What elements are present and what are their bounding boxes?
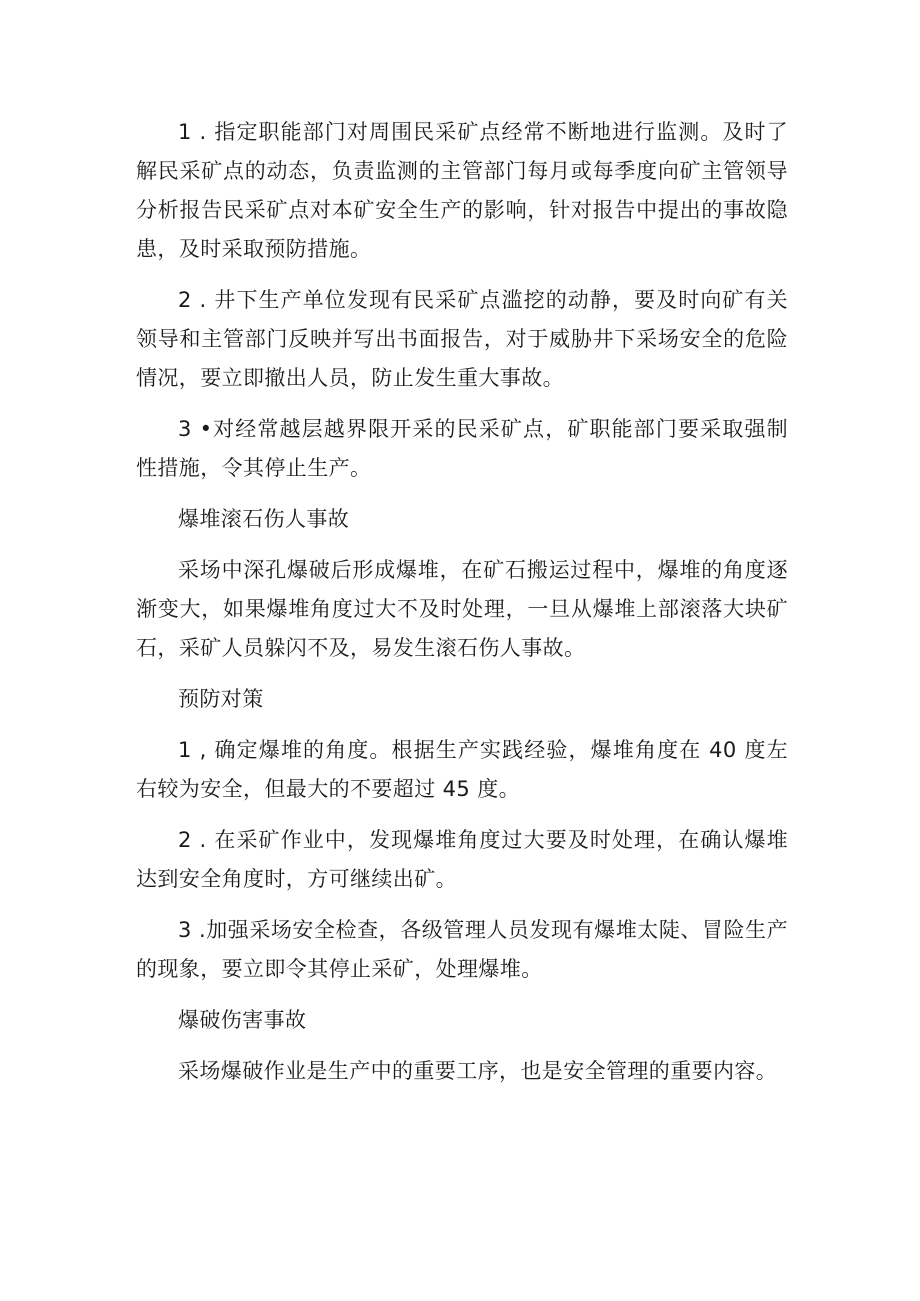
paragraph-report: 2 . 井下生产单位发现有民采矿点滥挖的动静，要及时向矿有关领导和主管部门反映并写出书面报告，对于威胁井下采场安全的危险情况，要立即撤出人员，防止发生重大事故。 [136,288,788,390]
paragraph-enforcement: 3 •对经常越层越界限开采的民采矿点，矿职能部门要采取强制性措施，令其停止生产。 [136,417,788,480]
section-heading-rockfall: 爆堆滚石伤人事故 [178,507,350,531]
paragraph-monitoring: 1 . 指定职能部门对周围民采矿点经常不断地进行监测。及时了解民采矿点的动态，负责监测的主管部门每月或每季度向矿主管领导分析报告民采矿点对本矿安全生产的影响，针对报告中提出的事故隐患，及时采取预防措施。 [136,120,788,261]
document-page [136,113,788,1091]
paragraph-inspection: 3 .加强采场安全检查，各级管理人员发现有爆堆太陡、冒险生产的现象，要立即令其停止采矿，处理爆堆。 [136,918,788,981]
paragraph-blasting: 采场爆破作业是生产中的重要工序，也是安全管理的重要内容。 [178,1059,778,1083]
paragraph-handling: 2 . 在采矿作业中，发现爆堆角度过大要及时处理，在确认爆堆达到安全角度时，方可继续出矿。 [136,828,788,891]
paragraph-angle: 1 , 确定爆堆的角度。根据生产实践经验，爆堆角度在 40 度左右较为安全，但最大的不要超过 45 度。 [136,738,788,801]
paragraph-rockfall-description: 采场中深孔爆破后形成爆堆，在矿石搬运过程中，爆堆的角度逐渐变大，如果爆堆角度过大不及时处理，一旦从爆堆上部滚落大块矿石，采矿人员躲闪不及，易发生滚石伤人事故。 [136,558,788,660]
section-heading-prevention: 预防对策 [178,687,264,711]
section-heading-blasting: 爆破伤害事故 [178,1008,307,1032]
